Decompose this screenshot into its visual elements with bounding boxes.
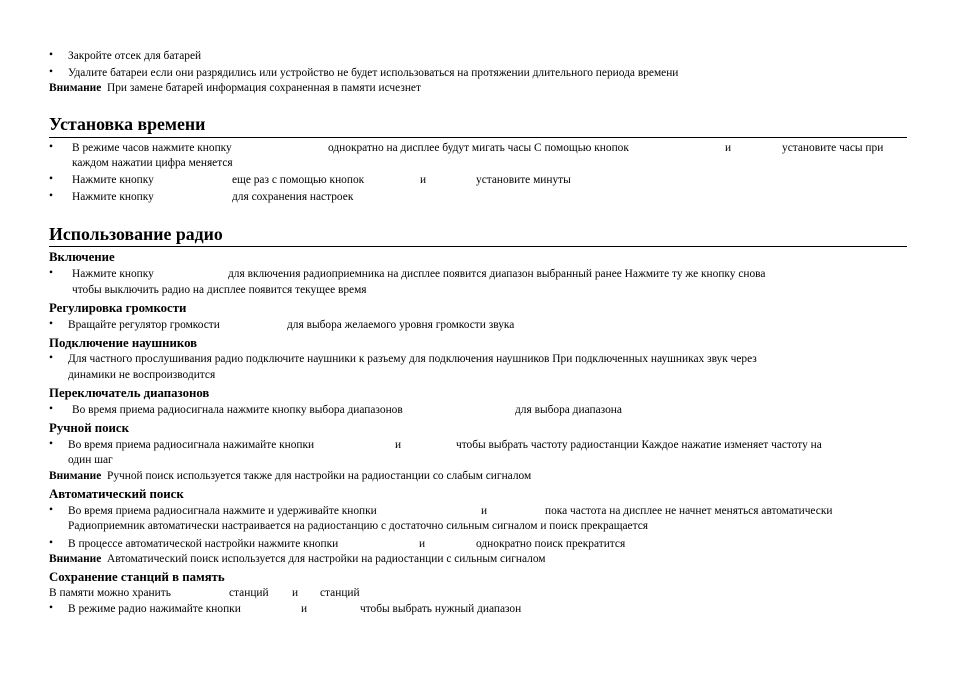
memory-b1-a: В режиме радио нажимайте кнопки [68, 603, 241, 615]
power-on-line1-b: для включения радиоприемника на дисплее появится диапазон выбранный ранее Нажмите ту же кнопку снова [228, 268, 766, 280]
bullet-marker: • [49, 66, 53, 78]
bands-b: для выбора диапазона [515, 404, 622, 416]
manual-line2: один шаг [68, 454, 113, 466]
intro-note [49, 81, 421, 97]
auto-line1-b: и [481, 505, 488, 517]
memory-b1-c: чтобы выбрать нужный диапазон [360, 603, 522, 615]
memory-line1-b: станций [229, 587, 269, 599]
note-label: Внимание [49, 82, 102, 94]
volume-a: Вращайте регулятор громкости [68, 319, 220, 331]
bullet-marker: • [49, 190, 53, 202]
subheading-memory: Сохранение станций в память [49, 570, 225, 584]
headphones-line2: динамики не воспроизводится [68, 369, 216, 381]
bullet-marker: • [49, 537, 53, 549]
volume-b: для выбора желаемого уровня громкости звука [287, 319, 515, 331]
time-bullet-3-a: Нажмите кнопку [72, 191, 154, 203]
auto-b2-c: однократно поиск прекратится [476, 538, 626, 550]
power-on-line1-a: Нажмите кнопку [72, 268, 154, 280]
power-on-line2: чтобы выключить радио на дисплее появится текущее время [72, 284, 367, 296]
time-bullet-3-b: для сохранения настроек [232, 191, 354, 203]
time-bullet-1-c: и [725, 142, 732, 154]
bullet-marker: • [49, 141, 53, 153]
auto-line2: Радиоприемник автоматически настраивается на радиостанцию с достаточно сильным сигналом и поиск прекращается [68, 520, 649, 532]
manual-line1-b: и [395, 439, 402, 451]
manual-note [49, 469, 531, 485]
bands-a: Во время приема радиосигнала нажмите кнопку выбора диапазонов [72, 404, 403, 416]
note-label: Внимание [49, 470, 102, 482]
bullet-marker: • [49, 504, 53, 516]
memory-line1-c: и [292, 587, 299, 599]
section-heading-time: Установка времени [49, 114, 206, 134]
time-bullet-1-b: однократно на дисплее будут мигать часы С помощью кнопок [328, 142, 629, 154]
memory-b1-b: и [301, 603, 308, 615]
memory-line1-a: В памяти можно хранить [49, 587, 171, 599]
bullet-marker: • [49, 403, 53, 415]
section-rule [49, 137, 907, 138]
manual-line1-a: Во время приема радиосигнала нажимайте кнопки [68, 439, 315, 451]
headphones-line1: Для частного прослушивания радио подключите наушники к разъему для подключения наушников При подключенных наушниках звук через [68, 353, 757, 365]
note-text: Ручной поиск используется также для настройки на радиостанции со слабым сигналом [106, 470, 532, 482]
manual-line1-c: чтобы выбрать частоту радиостанции Каждое нажатие изменяет частоту на [456, 439, 822, 451]
subheading-power-on: Включение [49, 250, 115, 264]
auto-line1-a: Во время приема радиосигнала нажмите и удерживайте кнопки [68, 505, 377, 517]
bullet-marker: • [49, 267, 53, 279]
bullet-marker: • [49, 318, 53, 330]
time-bullet-1-line2: каждом нажатии цифра меняется [72, 157, 233, 169]
auto-line1-c: пока частота на дисплее не начнет меняться автоматически [545, 505, 833, 517]
subheading-headphones: Подключение наушников [49, 336, 198, 350]
note-text: Автоматический поиск используется для настройки на радиостанции с сильным сигналом [106, 553, 546, 565]
bullet-marker: • [49, 49, 53, 61]
intro-bullet-1: Закройте отсек для батарей [68, 50, 202, 62]
subheading-bands: Переключатель диапазонов [49, 386, 210, 400]
auto-b2-b: и [419, 538, 426, 550]
subheading-manual-search: Ручной поиск [49, 421, 129, 435]
time-bullet-1-a: В режиме часов нажмите кнопку [72, 142, 232, 154]
time-bullet-2-d: установите минуты [476, 174, 571, 186]
auto-note [49, 552, 546, 568]
note-label: Внимание [49, 553, 102, 565]
time-bullet-2-b: еще раз с помощью кнопок [232, 174, 365, 186]
memory-line1-d: станций [320, 587, 360, 599]
note-text: При замене батарей информация сохраненная в памяти исчезнет [106, 82, 421, 94]
auto-b2-a: В процессе автоматической настройки нажмите кнопки [68, 538, 339, 550]
bullet-marker: • [49, 173, 53, 185]
bullet-marker: • [49, 438, 53, 450]
bullet-marker: • [49, 602, 53, 614]
intro-bullet-2: Удалите батареи если они разрядились или устройство не будет использоваться на протяжении длительного периода времени [68, 67, 679, 79]
subheading-volume: Регулировка громкости [49, 301, 187, 315]
section-heading-radio: Использование радио [49, 224, 223, 244]
subheading-auto-search: Автоматический поиск [49, 487, 184, 501]
section-rule [49, 246, 907, 247]
bullet-marker: • [49, 352, 53, 364]
time-bullet-2-c: и [420, 174, 427, 186]
time-bullet-1-d: установите часы при [782, 142, 884, 154]
time-bullet-2-a: Нажмите кнопку [72, 174, 154, 186]
